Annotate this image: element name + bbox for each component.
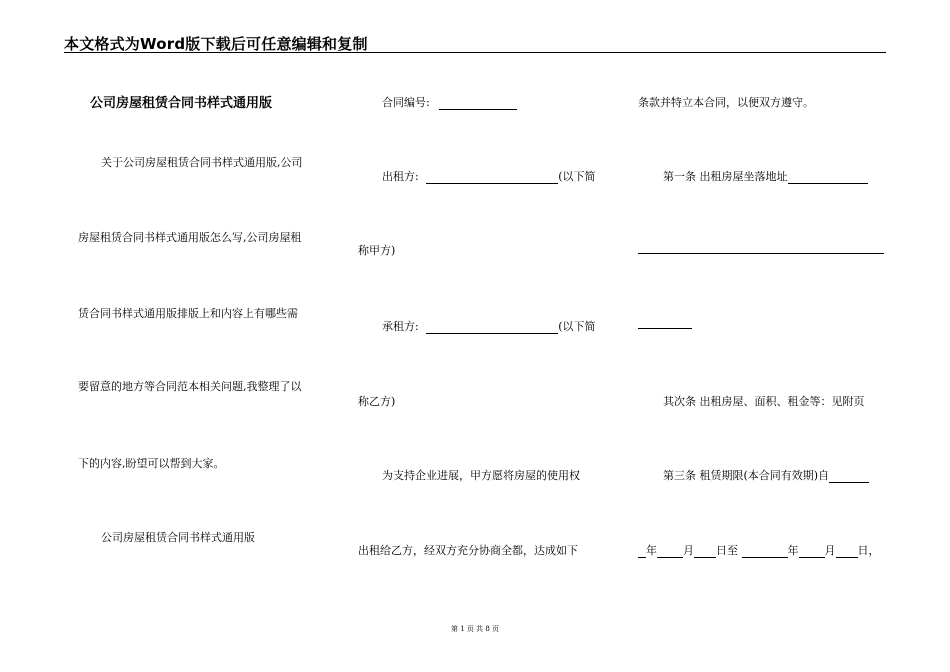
lessee-alias: 称乙方) [358, 395, 396, 408]
lessor-blank [426, 172, 558, 184]
paragraph-line: 下的内容,盼望可以帮到大家。 [78, 457, 225, 470]
lessee-label: 承租方: [382, 320, 419, 333]
start-blank [829, 471, 869, 483]
end-day-label: 日， [857, 544, 880, 557]
date-range-row [638, 542, 880, 558]
article-1-text: 第一条 出租房屋坐落地址 [663, 170, 788, 183]
paragraph-line: 关于公司房屋租赁合同书样式通用版,公司 [101, 156, 303, 169]
intro-line: 出租给乙方，经双方充分协商全都，达成如下 [358, 544, 578, 557]
end-day-blank [836, 546, 858, 558]
end-month-blank [799, 546, 825, 558]
contract-number-row [382, 94, 517, 110]
paragraph-line: 赁合同书样式通用版排版上和内容上有哪些需 [78, 307, 298, 320]
lessor-suffix: (以下简 [558, 170, 596, 183]
end-year-label: 年 [787, 544, 799, 557]
paragraph-line: 要留意的地方等合同范本相关问题,我整理了以 [78, 380, 302, 393]
lessor-alias: 称甲方) [358, 244, 396, 257]
end-month-label: 月 [824, 544, 836, 557]
article-1-row [663, 168, 868, 184]
article-3-row [663, 467, 869, 483]
article-3-text: 第三条 租赁期限(本合同有效期)自 [663, 469, 830, 482]
month-blank [657, 546, 683, 558]
address-blank-line [638, 328, 692, 329]
lessee-blank [426, 322, 558, 334]
day-blank [694, 546, 716, 558]
year-blank [638, 546, 646, 558]
section-subtitle: 公司房屋租赁合同书样式通用版 [101, 531, 255, 544]
intro-line: 为支持企业进展，甲方愿将房屋的使用权 [382, 469, 580, 482]
address-blank [788, 172, 868, 184]
lessee-suffix: (以下简 [558, 320, 596, 333]
document-title: 公司房屋租赁合同书样式通用版 [90, 96, 273, 111]
year-label: 年 [646, 544, 657, 557]
address-blank-line [638, 253, 884, 254]
month-label: 月 [683, 544, 694, 557]
clause-intro-line: 条款并特立本合同，以便双方遵守。 [638, 96, 814, 109]
article-2-text: 其次条 出租房屋、面积、租金等：见附页 [663, 395, 865, 408]
day-to-label: 日至 [716, 544, 738, 557]
contract-number-blank [439, 98, 517, 110]
contract-number-label: 合同编号: [382, 96, 430, 109]
lessor-row [382, 168, 596, 184]
header-divider [64, 52, 886, 53]
page-number: 第 1 页 共 8 页 [450, 625, 500, 633]
end-year-blank [742, 546, 788, 558]
lessor-label: 出租方: [382, 170, 419, 183]
lessee-row [382, 318, 596, 334]
paragraph-line: 房屋租赁合同书样式通用版怎么写,公司房屋租 [78, 231, 302, 244]
document-header: 本文格式为Word版下载后可任意编辑和复制 [64, 35, 368, 53]
